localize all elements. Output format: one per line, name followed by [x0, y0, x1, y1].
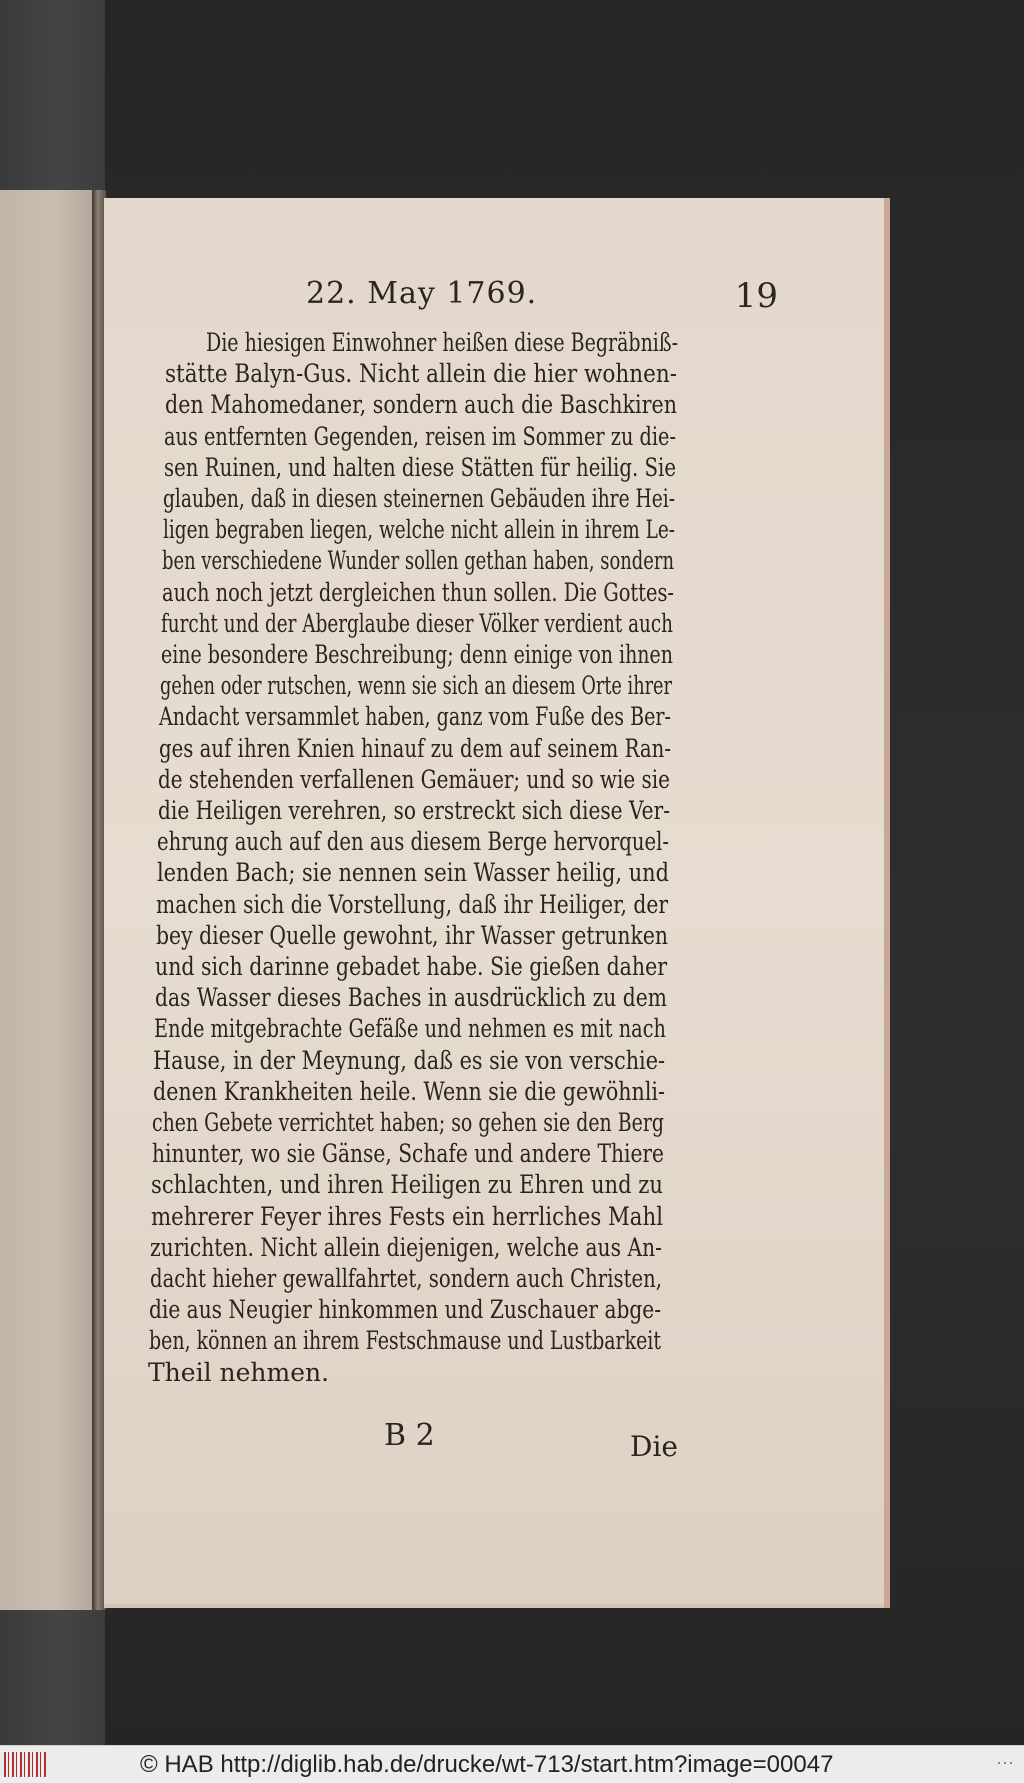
text-line: de stehenden verfallenen Gemäuer; und so wie sie	[158, 764, 671, 794]
running-header	[104, 276, 890, 316]
text-line: dacht hieher gewallfahrtet, sondern auch Christen,	[149, 1264, 662, 1293]
page-edge	[884, 198, 890, 1608]
text-line: mehrerer Feyer ihres Fests ein herrliches Mahl	[150, 1201, 663, 1231]
text-line: Die hiesigen Einwohner heißen diese Begräbniß-	[206, 328, 678, 357]
text-line: denen Krankheiten heile. Wenn sie die gewöhnli-	[152, 1076, 665, 1106]
text-line: Ende mitgebrachte Gefäße und nehmen es mit nach	[154, 1014, 666, 1044]
text-line: gehen oder rutschen, wenn sie sich an diesem Orte ihrer	[160, 671, 672, 701]
status-bar	[0, 1745, 1024, 1783]
text-line: schlachten, und ihren Heiligen zu Ehren und zu	[151, 1170, 664, 1200]
text-line: Andacht versammlet haben, ganz vom Fuße des Ber-	[159, 702, 672, 732]
text-line: ben, können an ihrem Festschmause und Lustbarkeit	[148, 1326, 661, 1356]
menu-dots-icon[interactable]: ···	[996, 1752, 1014, 1772]
book-page	[104, 198, 890, 1608]
text-line: und sich darinne gebadet habe. Sie gießen daher	[155, 952, 668, 981]
previous-page-edge	[0, 190, 92, 1610]
text-line: bey dieser Quelle gewohnt, ihr Wasser getrunken	[155, 920, 668, 950]
text-line: lenden Bach; sie nennen sein Wasser heilig, und	[156, 858, 669, 888]
text-line: ligen begraben liegen, welche nicht allein in ihrem Le-	[162, 515, 675, 545]
signature-mark: B 2	[384, 1418, 435, 1453]
source-url: © HAB http://diglib.hab.de/drucke/wt-713/start.htm?image=00047	[140, 1751, 834, 1778]
text-line: aus entfernten Gegenden, reisen im Sommer zu die-	[164, 421, 677, 451]
header-date: 22. May 1769.	[306, 276, 538, 311]
text-line: das Wasser dieses Baches in ausdrücklich zu dem	[154, 983, 667, 1013]
text-line: stätte Balyn-Gus. Nicht allein die hier wohnen-	[165, 359, 678, 389]
text-line: furcht und der Aberglaube dieser Völker verdient auch	[161, 608, 674, 638]
text-line: eine besondere Beschreibung; denn einige von ihnen	[160, 640, 673, 669]
text-line: sen Ruinen, und halten diese Stätten für heilig. Sie	[163, 452, 676, 482]
text-line: machen sich die Vorstellung, daß ihr Heiliger, der	[156, 889, 669, 919]
text-line: chen Gebete verrichtet haben; so gehen sie den Berg	[152, 1108, 665, 1137]
text-line: hinunter, wo sie Gänse, Schafe und andere Thiere	[151, 1139, 664, 1169]
text-line: die aus Neugier hinkommen und Zuschauer abge-	[149, 1295, 662, 1325]
barcode-icon	[4, 1752, 46, 1777]
catchword: Die	[630, 1430, 678, 1463]
text-line: den Mahomedaner, sondern auch die Baschkiren	[164, 390, 677, 420]
text-line: ben verschiedene Wunder sollen gethan haben, sondern	[162, 546, 675, 576]
text-line: die Heiligen verehren, so erstreckt sich diese Ver-	[157, 796, 670, 825]
page-number: 19	[734, 276, 778, 316]
text-line: glauben, daß in diesen steinernen Gebäuden ihre Hei-	[163, 484, 676, 513]
text-line: ehrung auch auf den aus diesem Berge hervorquel-	[157, 827, 670, 857]
text-line: zurichten. Nicht allein diejenigen, welche aus An-	[150, 1232, 663, 1262]
text-line: ges auf ihren Knien hinauf zu dem auf seinem Ran-	[158, 733, 671, 763]
text-line: Hause, in der Meynung, daß es sie von verschie-	[153, 1045, 666, 1075]
text-line: auch noch jetzt dergleichen thun sollen. Die Gottes-	[161, 577, 674, 607]
text-line: Theil nehmen.	[148, 1357, 330, 1387]
